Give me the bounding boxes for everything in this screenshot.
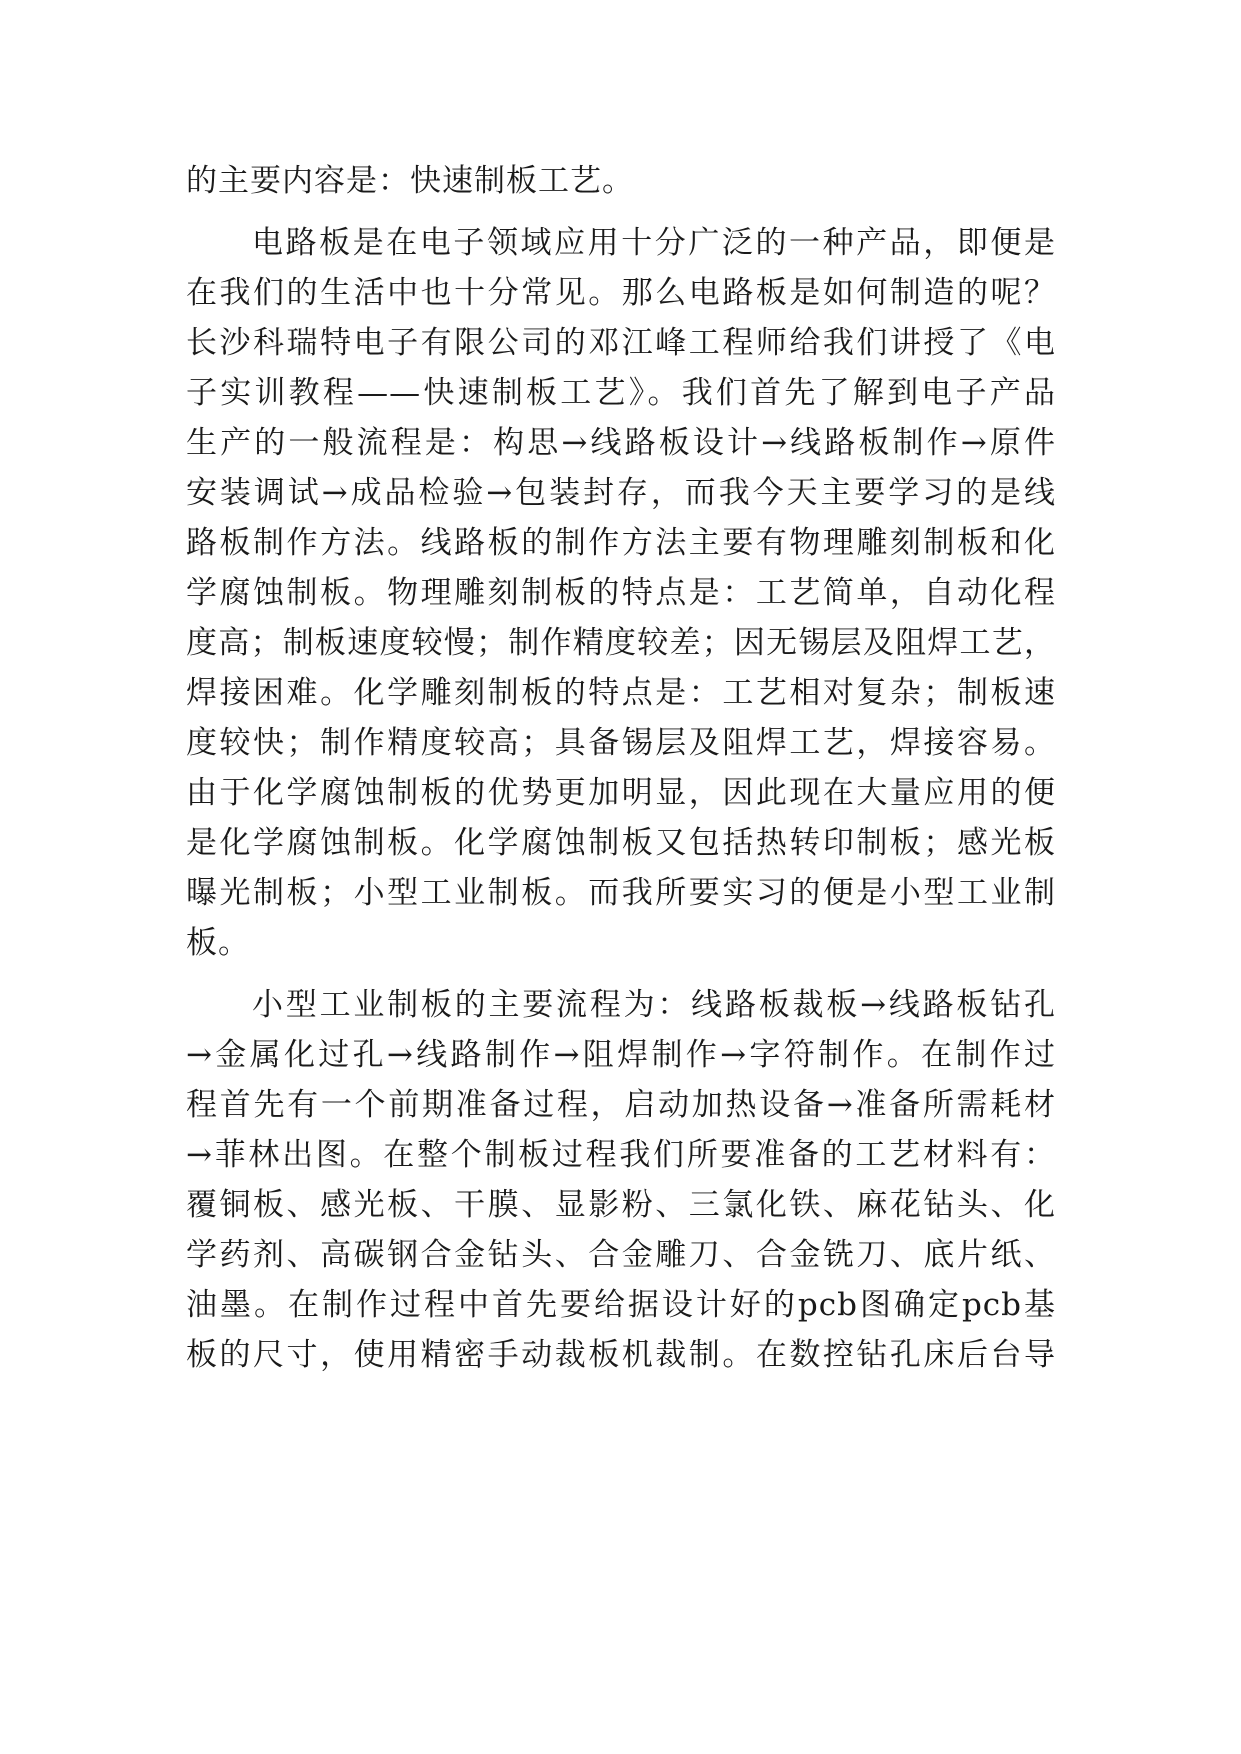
text-line: 路板制作方法。线路板的制作方法主要有物理雕刻制板和化 [186,525,1056,561]
text-line: 度较快；制作精度较高；具备锡层及阻焊工艺，焊接容易。 [186,725,1056,761]
paragraph-gap [186,968,1056,980]
text-line: 安装调试→成品检验→包装封存，而我今天主要学习的是线 [186,475,1056,511]
document-body [186,156,1056,1380]
paragraph-gap [186,206,1056,218]
text-line: 在我们的生活中也十分常见。那么电路板是如何制造的呢？ [186,275,1056,311]
text-line: 板。 [186,925,250,961]
text-line: 是化学腐蚀制板。化学腐蚀制板又包括热转印制板；感光板 [186,825,1056,861]
text-line: 学腐蚀制板。物理雕刻制板的特点是：工艺简单，自动化程 [186,575,1056,611]
text-line: 焊接困难。化学雕刻制板的特点是：工艺相对复杂；制板速 [186,675,1056,711]
text-line: 子实训教程——快速制板工艺》。我们首先了解到电子产品 [186,375,1056,411]
text-line: 长沙科瑞特电子有限公司的邓江峰工程师给我们讲授了《电 [186,325,1056,361]
text-line: 度高；制板速度较慢；制作精度较差；因无锡层及阻焊工艺， [186,625,1056,661]
text-line: →菲林出图。在整个制板过程我们所要准备的工艺材料有： [186,1137,1056,1173]
text-line: 油墨。在制作过程中首先要给据设计好的pcb图确定pcb基 [186,1287,1056,1323]
text-line: 曝光制板；小型工业制板。而我所要实习的便是小型工业制 [186,875,1056,911]
text-line: 由于化学腐蚀制板的优势更加明显，因此现在大量应用的便 [186,775,1056,811]
text-line: 板的尺寸，使用精密手动裁板机裁制。在数控钻孔床后台导 [186,1337,1056,1373]
text-line: 覆铜板、感光板、干膜、显影粉、三氯化铁、麻花钻头、化 [186,1187,1056,1223]
text-line: 程首先有一个前期准备过程，启动加热设备→准备所需耗材 [186,1087,1056,1123]
text-line: 小型工业制板的主要流程为：线路板裁板→线路板钻孔 [252,987,1056,1023]
text-line: 生产的一般流程是：构思→线路板设计→线路板制作→原件 [186,425,1056,461]
text-line: 学药剂、高碳钢合金钻头、合金雕刀、合金铣刀、底片纸、 [186,1237,1056,1273]
text-line: →金属化过孔→线路制作→阻焊制作→字符制作。在制作过 [186,1037,1056,1073]
text-line: 电路板是在电子领域应用十分广泛的一种产品，即便是 [252,225,1056,261]
text-line: 的主要内容是：快速制板工艺。 [186,163,634,199]
